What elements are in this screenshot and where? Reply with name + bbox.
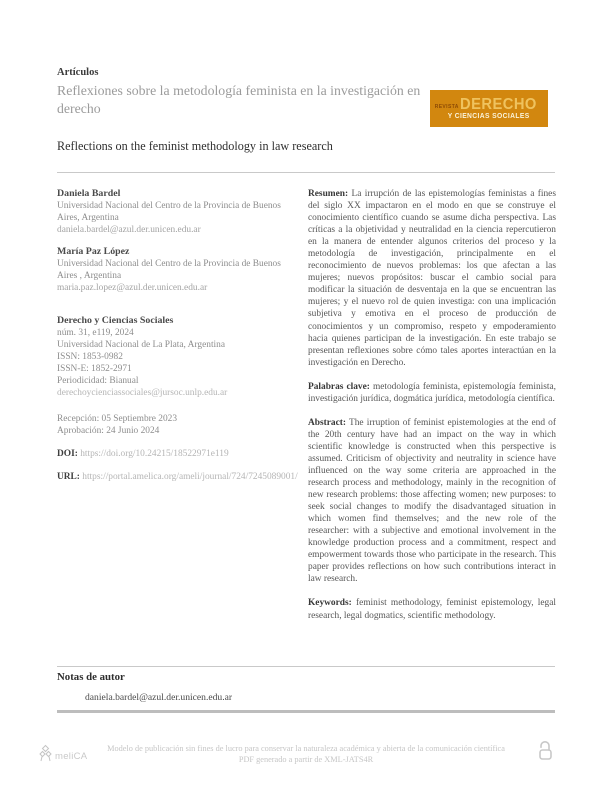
journal-logo [430,90,548,127]
footer-line-2: PDF generado a partir de XML-JATS4R [238,755,374,764]
url-link[interactable]: https://portal.amelica.org/ameli/journal/724/7245089001/ [82,472,298,482]
keywords-en-text: feminist methodology, feminist epistemology, legal research, legal dogmatics, scientific methodology. [308,598,556,621]
journal-logo-title: DERECHO [459,95,537,113]
footer-line-1: Modelo de publicación sin fines de lucro para conservar la naturaleza académica y abierta de la comunicación científica [107,744,505,753]
journal-logo-subtitle: Y CIENCIAS SOCIALES [448,112,530,120]
article-title-en: Reflections on the feminist methodology in law research [57,139,333,153]
author-name: María Paz López [57,246,130,257]
amelica-logo [37,744,87,768]
journal-name: Derecho y Ciencias Sociales [57,315,174,326]
abstract-en-text: The irruption of feminist epistemologies at the end of the 20th century have had an impact on the way in which scientific knowledge is constructed when this perspective is assumed. Criticism of objectivity and neutrality in science have influenced on the way some criteria are approached in the research process and methodology, mainly in the recognition of new research problems: those affecting women; new purposes: to seek social changes to modify the disadvantaged situation in which women find themselves; and the new role of the researcher: with a subjective and emotional involvement in the knowledge production process and a commitment, respect and empowerment towards those who participate in the research. This paper provides reflections on how such contributions interact in law research. [308,417,556,585]
journal-info-block [57,315,303,399]
header-divider [57,172,555,173]
journal-periodicity: Periodicidad: Bianual [57,376,139,386]
journal-email-link[interactable]: derechoycienciassociales@jursoc.unlp.edu.ar [57,388,228,398]
author-email-link[interactable]: daniela.bardel@azul.der.unicen.edu.ar [57,225,201,235]
author-notes-email-link[interactable]: daniela.bardel@azul.der.unicen.edu.ar [85,692,233,703]
dates-block [57,413,303,437]
url-label: URL: [57,472,80,482]
section-label: Artículos [57,67,99,78]
author-block-2 [57,246,303,294]
doi-line [57,448,303,460]
keywords-en-label: Keywords: [308,598,352,609]
journal-issn-e: ISSN-E: 1852-2971 [57,364,132,374]
abstract-es-text: La irrupción de las epistemologías feministas a fines del siglo XX impactaron en el modo en que se construye el conocimiento científico cuando se asume dicha perspectiva. Las críticas a la objetividad y neutralidad en la ciencia repercutieron en la manera de entender algunos criterios del proceso y la metodología de investigación, principalmente en el reconocimiento de nuevos problemas: los que afectan a las mujeres; nuevos propósitos: buscar el cambio social para modificar la situación de desventaja en la que se encuentran las mujeres; y el nuevo rol de quien investiga: con una implicación subjetiva y emotiva en el proceso de producción de conocimientos y un compromiso, respeto y empoderamiento hacia quienes participan de la investigación. En este trabajo se presentan reflexiones sobre cómo tales aportes interactúan en la investigación en Derecho. [308,189,556,368]
author-affiliation: Universidad Nacional del Centro de la Provincia de Buenos Aires, Argentina [57,201,281,223]
abstract-en-label: Abstract: [308,417,347,428]
author-block-1 [57,188,303,236]
keywords-en-paragraph [308,597,556,621]
abstract-es-paragraph [308,188,556,369]
metadata-column [57,188,303,483]
journal-issue: núm. 31, e119, 2024 [57,328,134,338]
bottom-divider [57,710,555,713]
reception-date: Recepción: 05 Septiembre 2023 [57,414,178,424]
amelica-logo-text: meliCA [55,750,88,762]
keywords-es-label: Palabras clave: [308,381,370,392]
notes-divider [57,666,555,667]
author-email-link[interactable]: maria.paz.lopez@azul.der.unicen.edu.ar [57,283,208,293]
author-name: Daniela Bardel [57,188,121,199]
journal-issn: ISSN: 1853-0982 [57,352,123,362]
url-line [57,471,303,483]
open-access-icon [536,739,554,768]
journal-logo-revista-label: REVISTA [434,103,459,110]
journal-logo-top [434,95,544,113]
abstract-en-paragraph [308,417,556,586]
keywords-es-paragraph [308,381,556,405]
article-title-es: Reflexiones sobre la metodología feminista en la investigación en derecho [57,83,421,116]
footer-publication-note [100,743,512,765]
keywords-es-text: metodología feminista, epistemología feminista, investigación jurídica, dogmática jurídica, metodología científica. [308,381,556,404]
doi-link[interactable]: https://doi.org/10.24215/18522971e119 [80,449,229,459]
journal-institution: Universidad Nacional de La Plata, Argentina [57,340,226,350]
author-notes-heading: Notas de autor [57,671,125,683]
approval-date: Aprobación: 24 Junio 2024 [57,426,160,436]
author-affiliation: Universidad Nacional del Centro de la Provincia de Buenos Aires , Argentina [57,259,281,281]
abstract-es-label: Resumen: [308,189,349,199]
amelica-logo-icon [37,744,54,768]
doi-label: DOI: [57,449,78,459]
abstract-column [308,188,556,634]
